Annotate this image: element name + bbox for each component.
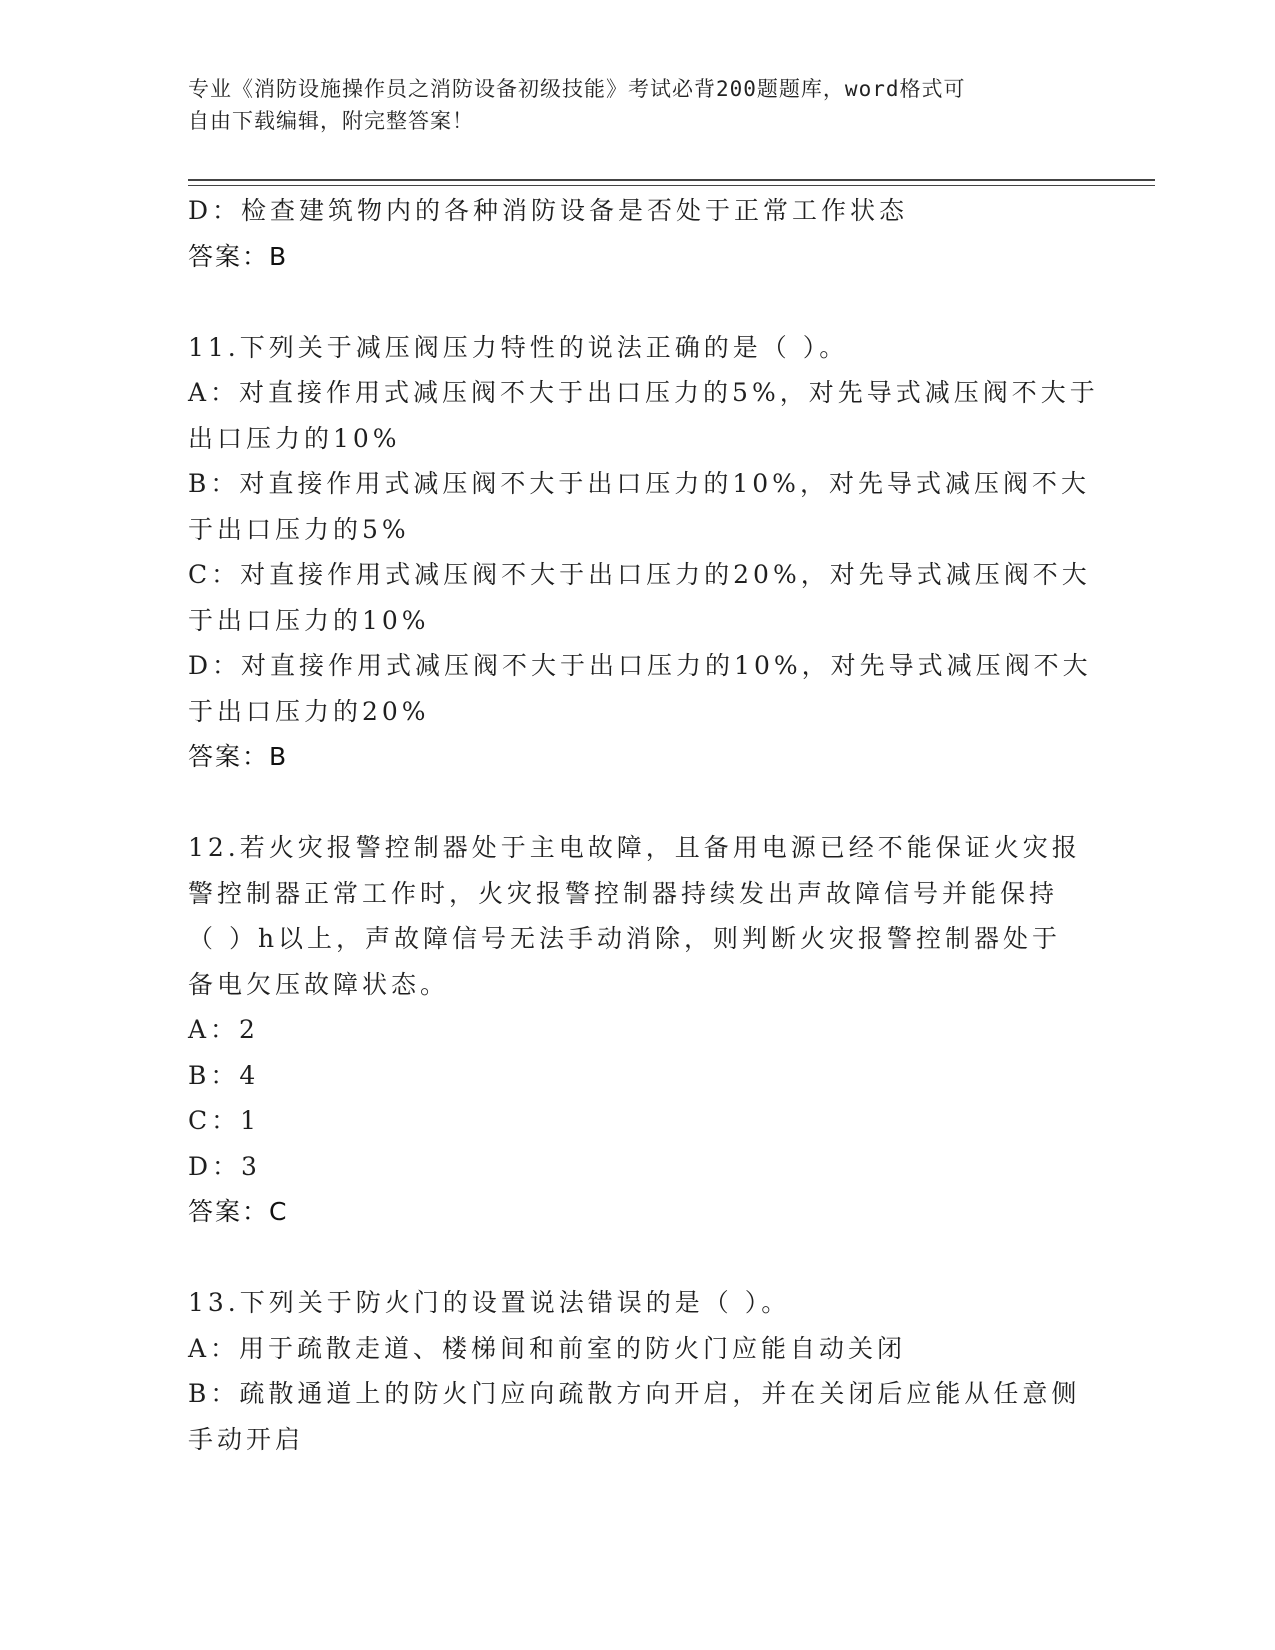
q12-stem-line-4: 备电欠压故障状态。 [188,969,450,999]
spacer [188,1235,1088,1281]
q13-option-a: A：用于疏散走道、楼梯间和前室的防火门应能自动关闭 [188,1333,907,1363]
q12-stem-line-1: 12.若火灾报警控制器处于主电故障，且备用电源已经不能保证火灾报 [188,833,1081,862]
q11-stem: 11.下列关于减压阀压力特性的说法正确的是（ ）。 [188,332,849,362]
header-line-1: 专业《消防设施操作员之消防设备初级技能》考试必背200题题库，word格式可 [188,77,966,101]
prev-answer: 答案：B [188,241,289,271]
q12-option-a: A：2 [188,1015,259,1044]
q11-option-c-line-1: C：对直接作用式减压阀不大于出口压力的20%，对先导式减压阀不大 [188,560,1091,589]
q13-option-b-line-2: 手动开启 [188,1424,305,1454]
document-header [188,73,1068,137]
q11-option-d-line-1: D：对直接作用式减压阀不大于出口压力的10%，对先导式减压阀不大 [188,651,1092,680]
q12-answer: 答案：C [188,1197,289,1226]
header-rule-thick [188,179,1155,181]
q13-stem: 13.下列关于防火门的设置说法错误的是（ ）。 [188,1288,791,1317]
q11-option-b-line-2: 于出口压力的5% [188,514,410,544]
header-rule-thin [188,185,1155,186]
q11-option-c-line-2: 于出口压力的10% [188,605,430,635]
q12-option-d: D：3 [188,1151,261,1181]
q11-option-b-line-1: B：对直接作用式减压阀不大于出口压力的10%，对先导式减压阀不大 [188,469,1090,498]
document-body [188,188,1099,1462]
header-line-2: 自由下载编辑，附完整答案！ [188,109,474,133]
q12-option-b: B：4 [188,1060,260,1090]
q11-option-d-line-2: 于出口压力的20% [188,696,430,726]
spacer [188,279,1088,325]
spacer [188,780,1088,826]
q11-option-a-line-1: A：对直接作用式减压阀不大于出口压力的5%，对先导式减压阀不大于 [188,378,1099,407]
q12-stem-line-2: 警控制器正常工作时，火灾报警控制器持续发出声故障信号并能保持 [188,878,1059,908]
q11-option-a-line-2: 出口压力的10% [188,423,401,453]
prev-option-d: D：检查建筑物内的各种消防设备是否处于正常工作状态 [188,196,909,225]
q12-option-c: C：1 [188,1106,261,1135]
q12-stem-line-3: （ ）h以上，声故障信号无法手动消除，则判断火灾报警控制器处于 [188,924,1062,953]
q11-answer: 答案：B [188,742,289,771]
q13-option-b-line-1: B：疏散通道上的防火门应向疏散方向开启，并在关闭后应能从任意侧 [188,1379,1081,1408]
